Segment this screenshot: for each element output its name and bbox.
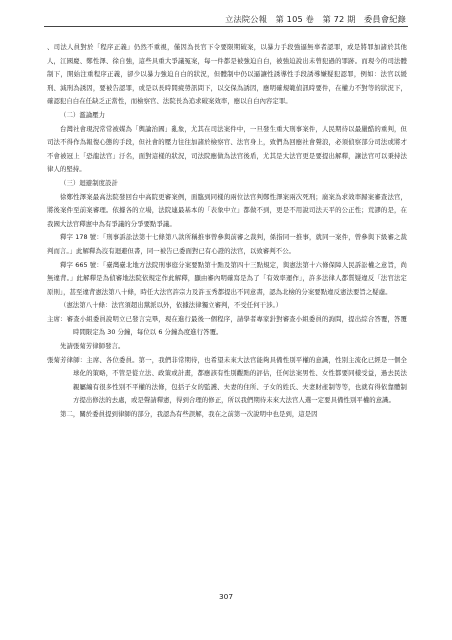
section-heading-public-opinion: （二）濫論壓力 [60,110,106,119]
chair-invitation: 先請張菊芳律師發言。 [60,342,125,351]
constitution-article-note: （憲法第八十條：法官須超出黨派以外，依據法律獨立審判，不受任何干涉。） [60,301,283,310]
paragraph-public-opinion: 台灣社會現況常常被媒為「輿論治國」亂象，尤其在司法案件中，一旦發生重大刑事案件，人民期待以最嚴酷的重判，但司法不得作為報復心態的手段，但社會的壓力往往加諸於檢察官、法官身上，致們為回應社會聲浪，必須偵察部分司法或將才不會被冠上「恐龍法官」汙名，面對這樣的狀況，司法院應做為法官後盾，尤其是大法官更是要提出解釋，讓法官可以秉持法律人的堅持。 [47,124,407,174]
document-body [47,41,407,422]
lawyer-statement: 張菊芳律師：主席、各位委員。第一，我們非常期待，也希望未來大法官能夠具備性別平權的意識，性別主流化已經是一個全球化的策略，不管是從立法、政策或計畫，都應該有性別觀點的評估，任何法案男性、女性都要同樣受益，過去民法親屬編有很多性別不平權的法條，包括子女的監護、夫妻的住所、子女的姓氏、夫妻財產制等等，也就有得依靠體制方提出修法的去處，或是聲請釋憲，得到合理的修正，所以我們期待未來大法官人選一定要具備性別平權的意識。 [47,355,407,405]
page-number: 307 [218,592,234,601]
paragraph-continuation: 、司法人員對於「程序正義」仍然不重視，僅因為長官下令要限期破案，以暴力手段強逼無辜者認罪，或是將罪加諸於其他人，江國慶、鄭性澤、徐自強，這些具重大爭議冤案，每一件都是被強迫自白，被強迫說出未曾犯過的罪跡。而現今的司法體制下，開始注重程序正義，卻少以暴力強迫自白的狀況，但體制中仍以逼讓性誘導性手段誘導嫌疑犯認罪，例如：法官以緩刑、減刑為誘因，要被告認罪，或是以長時間疲勞訊問下，以交保為誘因，應明確規範偵訊時要件，在權力不對等的狀況下，確認犯自白在任缺乏正當性，而檢察官、法院長為追求破案效率，應以自白內容定罪。 [47,43,407,106]
gazette-header: 立法院公報 第 105 卷 第 72 期 委員會紀錄 [225,14,406,24]
chair-statement: 主席：審查小組委員說明立已發言完畢，現在進行最後一個程序，請學者專家針對審查小組委員的詢問，提出綜合答覆，答覆時間限定為 30 分鐘，每位以 6 分鐘為度進行答覆。 [47,314,407,337]
paragraph-interpretation-665: 釋字 665 號：「臺灣臺北地方法院刑事庭分案要點第十點及第四十三點規定，與憲法第十六條保障人民訴訟權之意旨，尚無違背。」此解釋是為偵審地法院依規定作此解釋，顯由審內明確寫是為了「有效率運作」，許多法律人都質疑違反「法官法定原則」，甚至違背憲法第八十條，時任大法官許宗力及許玉秀都提出不同意書，認為北檢的分案要點違反憲法要旨之疑慮。 [47,260,407,296]
header-divider [44,26,408,27]
section-heading-recusal: （三）迴避制度設計 [60,178,118,187]
paragraph-interpretation-178: 釋字 178 號：「刑事訴訟法第十七條第八款所稱推事曾參與前審之裁判，係指同一推事，就同一案件，曾參與下級審之裁判而言。」此解釋為沒有迴避但書，同一被告已委面對已有心證的法官，以致審判不公。 [47,233,407,255]
paragraph-recusal: 徐鄭性澤案最高法院發回台中高院更審案例，面臨到同樣的兩位法官判鄭性澤案兩次死刑；廣案為求效率歸案審查法官，將後案件至前案審理。依據各的立場，法院連最基本的「表象中立」都做不到，更是不用說司法天平的公正性；荒謬的是，在我國大法官釋憲中為有爭議的分爭要點爭議。 [47,192,407,228]
lawyer-statement-continued: 第二，關於委員提到律師的部分，我認為有些誤解，我在之前第一次說明中也是到，這是因 [60,410,318,419]
